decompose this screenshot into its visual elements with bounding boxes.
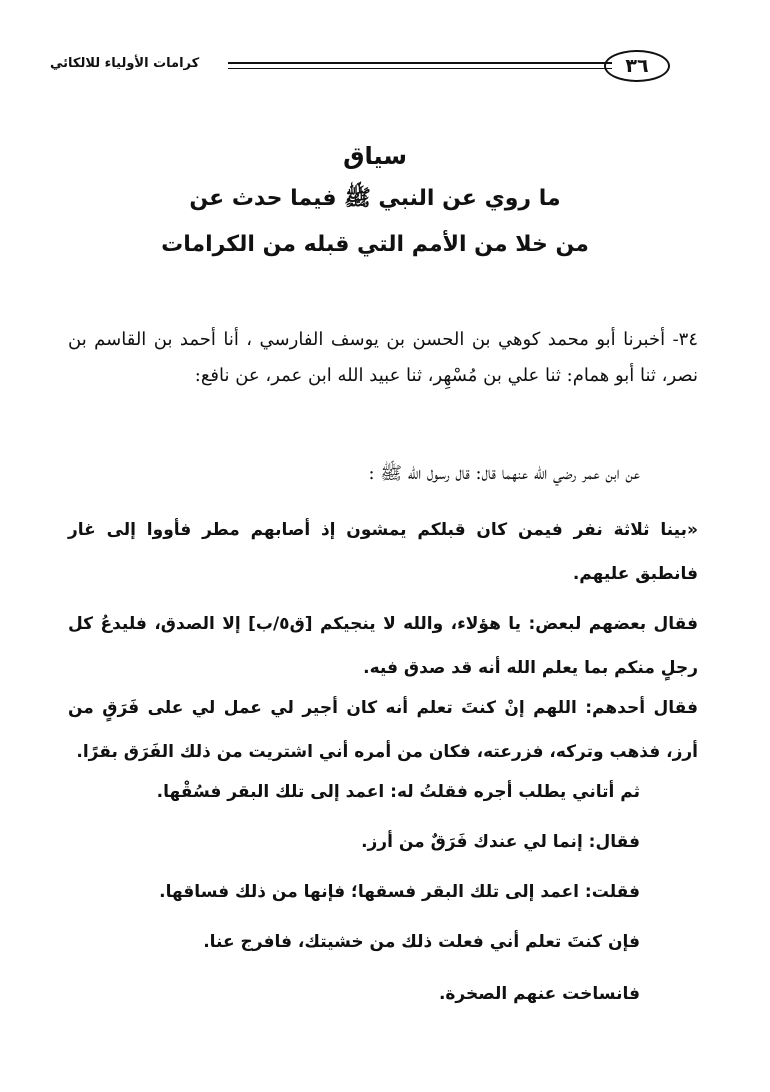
hadith-paragraph: فقال أحدهم: اللهم إنْ كنتَ تعلم أنه كان أجير لي عمل لي على فَرَقٍ من أرز، فذهب وتركه، فزرعته، فكان من أمره أني اشتريت من ذلك الفَرَق بقرًا. [68,698,698,762]
hadith-line: فقلت: اعمد إلى تلك البقر فسقها؛ فإنها من ذلك فساقها. [159,882,640,902]
isnad-paragraph: ٣٤- أخبرنا أبو محمد كوهي بن الحسن بن يوسف الفارسي ، أنا أحمد بن القاسم بن نصر، ثنا أبو همام: ثنا علي بن مُسْهِر، ثنا عبيد الله ابن عمر، عن نافع: [68,329,698,386]
hadith-line: فإن كنتَ تعلم أني فعلت ذلك من خشيتك، فافرج عنا. [203,932,640,952]
section-subtitle-line2: من خلا من الأمم التي قبله من الكرامات [161,232,589,257]
running-header [50,50,670,90]
hadith-paragraph: فقال بعضهم لبعض: يا هؤلاء، والله لا ينجيكم [ق٥/ب] إلا الصدق، فليدعُ كل رجلٍ منكم بما يعلم الله أنه قد صدق فيه. [68,614,698,678]
section-title: سياق [343,142,407,170]
hadith-line: فانساخت عنهم الصخرة. [438,984,640,1004]
section-subtitle-line1: ما روي عن النبي ﷺ فيما حدث عن [189,186,561,211]
narrator-chain: عن ابن عمر رضي الله عنهما قال: قال رسول الله ﷺ : [368,463,640,484]
header-rule [228,62,612,69]
hadith-opening: «بينا ثلاثة نفر فيمن كان قبلكم يمشون إذ أصابهم مطر فأووا إلى غار فانطبق عليهم. [68,520,698,584]
hadith-line: فقال: إنما لي عندك فَرَقٌ من أرز. [361,832,640,852]
page-number: ٣٦ [604,50,670,82]
hadith-line: ثم أتاني يطلب أجره فقلتُ له: اعمد إلى تلك البقر فسُقْها. [156,782,640,802]
book-title: كرامات الأولياء للالكائي [50,56,200,71]
